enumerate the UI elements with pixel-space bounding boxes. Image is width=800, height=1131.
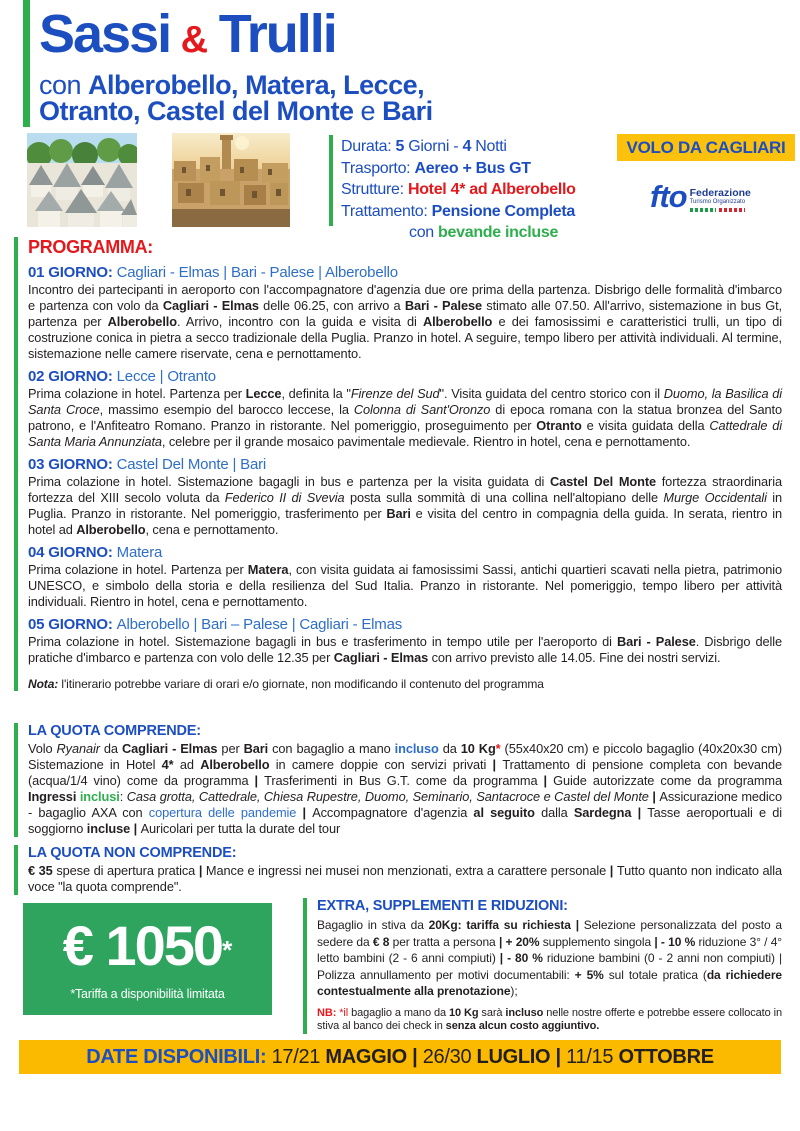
title-word-sassi: Sassi xyxy=(39,4,171,64)
trip-info-panel xyxy=(341,136,606,244)
fto-logo-line2: Turismo Organizzato xyxy=(689,199,746,205)
quota-comprende-heading: LA QUOTA COMPRENDE: xyxy=(28,723,201,739)
fto-flag-bars xyxy=(690,208,751,212)
price-amount xyxy=(23,914,272,979)
info-strutture: Strutture: Hotel 4* ad Alberobello xyxy=(341,181,576,198)
red-flag-icon xyxy=(719,208,745,212)
day-body: Prima colazione in hotel. Partenza per Lecce, definita la "Firenze del Sud". Visita guidata del centro storico con il Duomo, la Basilica di Santa Croce, massimo esempio del barocco leccese, la Colonna di Sant'Oronzo di epoca romana con la statua bronzea del Santo patrono, e l'Anfiteatro Romano. Pranzo in ristorante. Nel pomeriggio, proseguimento per Otranto e visita guidata della Cattedrale di Santa Maria Annunziata, celebre per il grande mosaico pavimentale medievale. Rientro in hotel, cena e pernottamento. xyxy=(28,386,783,449)
price-box xyxy=(23,903,272,1015)
matera-sassi-photo xyxy=(172,133,290,227)
available-dates-bar: DATE DISPONIBILI: 17/21 MAGGIO | 26/30 LUGLIO | 11/15 OTTOBRE xyxy=(19,1040,781,1074)
day-body: Incontro dei partecipanti in aeroporto con l'accompagnatore d'agenzia due ore prima della partenza. Disbrigo delle formalità d'imbarco e partenza con volo da Cagliari - Elmas delle 06.25, con arrivo a Bari - Palese stimato alle 07.50. All'arrivo, sistemazione in bus Gt, partenza per Alberobello. Arrivo, incontro con la guida e visita di Alberobello e dei famosissimi e caratteristici trulli, un tipo di costruzione conica in pietra a secco tradizionale della Puglia. Pranzo in hotel. A seguire, tempo libero per attività individuali. Al termine, sistemazione nelle camere riservate, cena e pernottamento. xyxy=(28,282,783,361)
subtitle-line-1: con Alberobello, Matera, Lecce, xyxy=(39,70,425,100)
day-body: Prima colazione in hotel. Sistemazione bagagli in bus e trasferimento in tempo utile per l'aeroporto di Bari - Palese. Disbrigo delle pratiche d'imbarco e partenza con volo delle 12.35 per Cagliari - Elmas con arrivo previsto alle 14.05. Fine dei nostri servizi. xyxy=(28,634,782,665)
info-bevande: con bevande incluse xyxy=(409,224,559,241)
page-subtitle xyxy=(39,72,639,124)
day-heading: 01 GIORNO: Cagliari - Elmas | Bari - Palese | Alberobello xyxy=(28,264,398,281)
day-body: Prima colazione in hotel. Partenza per Matera, con visita guidata ai famosissimi Sassi, antichi quartieri scavati nella pietra, patrimonio UNESCO, e simbolo della storia e della resilienza del Sud Italia. Pranzo in ristorante. Nel pomeriggio, tempo libero per attività individuali. Rientro in hotel, cena e pernottamento. xyxy=(28,562,782,609)
quota-comprende-section xyxy=(14,723,782,837)
day-entry xyxy=(28,264,782,362)
day-entry xyxy=(28,456,782,538)
day-entry xyxy=(28,616,782,666)
quota-non-comprende-body: € 35 spese di apertura pratica | Mance e ingressi nei musei non menzionati, extra a carattere personale | Tutto quanto non indicato alla voce "la quota comprende". xyxy=(28,863,782,894)
day-body: Prima colazione in hotel. Sistemazione bagagli in bus e partenza per la visita guidata di Castel Del Monte fortezza straordinaria fortezza del XIII secolo voluta da Federico II di Svevia posta sulla sommità di una collina nell'altopiano delle Murge Occidentali in Puglia. Pranzo in ristorante. Nel pomeriggio, trasferimento per Bari e visita del centro in compagnia della guida. In serata, rientro in hotel ad Alberobello, cena e pernottamento. xyxy=(28,474,783,537)
title-ampersand: & xyxy=(170,19,219,61)
info-trattamento: Trattamento: Pensione Completa xyxy=(341,202,576,220)
quota-comprende-body: Volo Ryanair da Cagliari - Elmas per Bari con bagaglio a mano incluso da 10 Kg* (55x40x20 cm) e piccolo bagaglio (40x20x30 cm) Sistemazione in Hotel 4* ad Alberobello in camere doppie con servizi privati | Trattamento di pensione completa con bevande (acqua/1/4 vino) come da programma | Trasferimenti in Bus G.T. come da programma | Guide autorizzate come da programma Ingressi inclusi: Casa grotta, Cattedrale, Chiesa Rupestre, Duomo, Seminario, Santacroce e Castel del Monte | Assicurazione medico - bagaglio AXA con copertura delle pandemie | Accompagnatore d'agenzia al seguito dalla Sardegna | Tasse aeroportuali e di soggiorno incluse | Auricolari per tutta la durate del tour xyxy=(28,741,783,836)
day-entry xyxy=(28,368,782,450)
extra-section xyxy=(303,898,782,1034)
page-title xyxy=(39,4,639,66)
header-title-block xyxy=(39,4,639,126)
nb-note: NB: *il bagaglio a mano da 10 Kg sarà incluso nelle nostre offerte e potrebbe essere collocato in stiva al banco dei check in senza alcun costo aggiuntivo. xyxy=(317,1006,782,1032)
programma-heading: PROGRAMMA: xyxy=(28,237,153,257)
day-heading: 04 GIORNO: Matera xyxy=(28,544,163,561)
fto-logo-mark: fto xyxy=(650,179,687,214)
info-divider xyxy=(329,135,333,226)
fto-logo xyxy=(650,179,751,214)
programma-days xyxy=(28,264,782,666)
nota-line: Nota: l'itinerario potrebbe variare di orari e/o giornate, non modificando il contenuto del programma xyxy=(28,677,544,691)
programma-section xyxy=(14,237,782,691)
title-word-trulli: Trulli xyxy=(218,4,336,64)
subtitle-line-2: Otranto, Castel del Monte e Bari xyxy=(39,96,433,126)
header-accent-bar xyxy=(23,0,30,127)
info-durata: Durata: 5 Giorni - 4 Notti xyxy=(341,138,507,155)
quota-non-comprende-section xyxy=(14,845,782,895)
price-note: *Tariffa a disponibilità limitata xyxy=(70,987,225,1001)
extra-heading: EXTRA, SUPPLEMENTI E RIDUZIONI: xyxy=(317,898,568,914)
price-asterisk: * xyxy=(222,935,233,965)
day-heading: 05 GIORNO: Alberobello | Bari – Palese | Cagliari - Elmas xyxy=(28,616,403,633)
green-flag-icon xyxy=(690,208,716,212)
extra-body: Bagaglio in stiva da 20Kg: tariffa su richiesta | Selezione personalizzata del posto a sedere da € 8 per tratta a persona | + 20% supplemento singola | - 10 % riduzione 3° / 4° letto bambini (2 - 6 anni compiuti) | - 80 % riduzione bambini (0 - 2 anni non compiuti) | Polizza annullamento per motivi documentabili: + 5% sul totale pratica (da richiedere contestualmente alla prenotazione); xyxy=(317,918,783,998)
quota-non-comprende-heading: LA QUOTA NON COMPRENDE: xyxy=(28,845,237,861)
volo-da-cagliari-badge: VOLO DA CAGLIARI xyxy=(617,134,795,161)
day-heading: 03 GIORNO: Castel Del Monte | Bari xyxy=(28,456,267,473)
fto-logo-line1: Federazione xyxy=(689,187,751,199)
day-heading: 02 GIORNO: Lecce | Otranto xyxy=(28,368,216,385)
price-value: € 1050 xyxy=(62,914,223,977)
info-trasporto: Trasporto: Aereo + Bus GT xyxy=(341,159,531,177)
alberobello-trulli-photo xyxy=(27,133,137,227)
day-entry xyxy=(28,544,782,610)
